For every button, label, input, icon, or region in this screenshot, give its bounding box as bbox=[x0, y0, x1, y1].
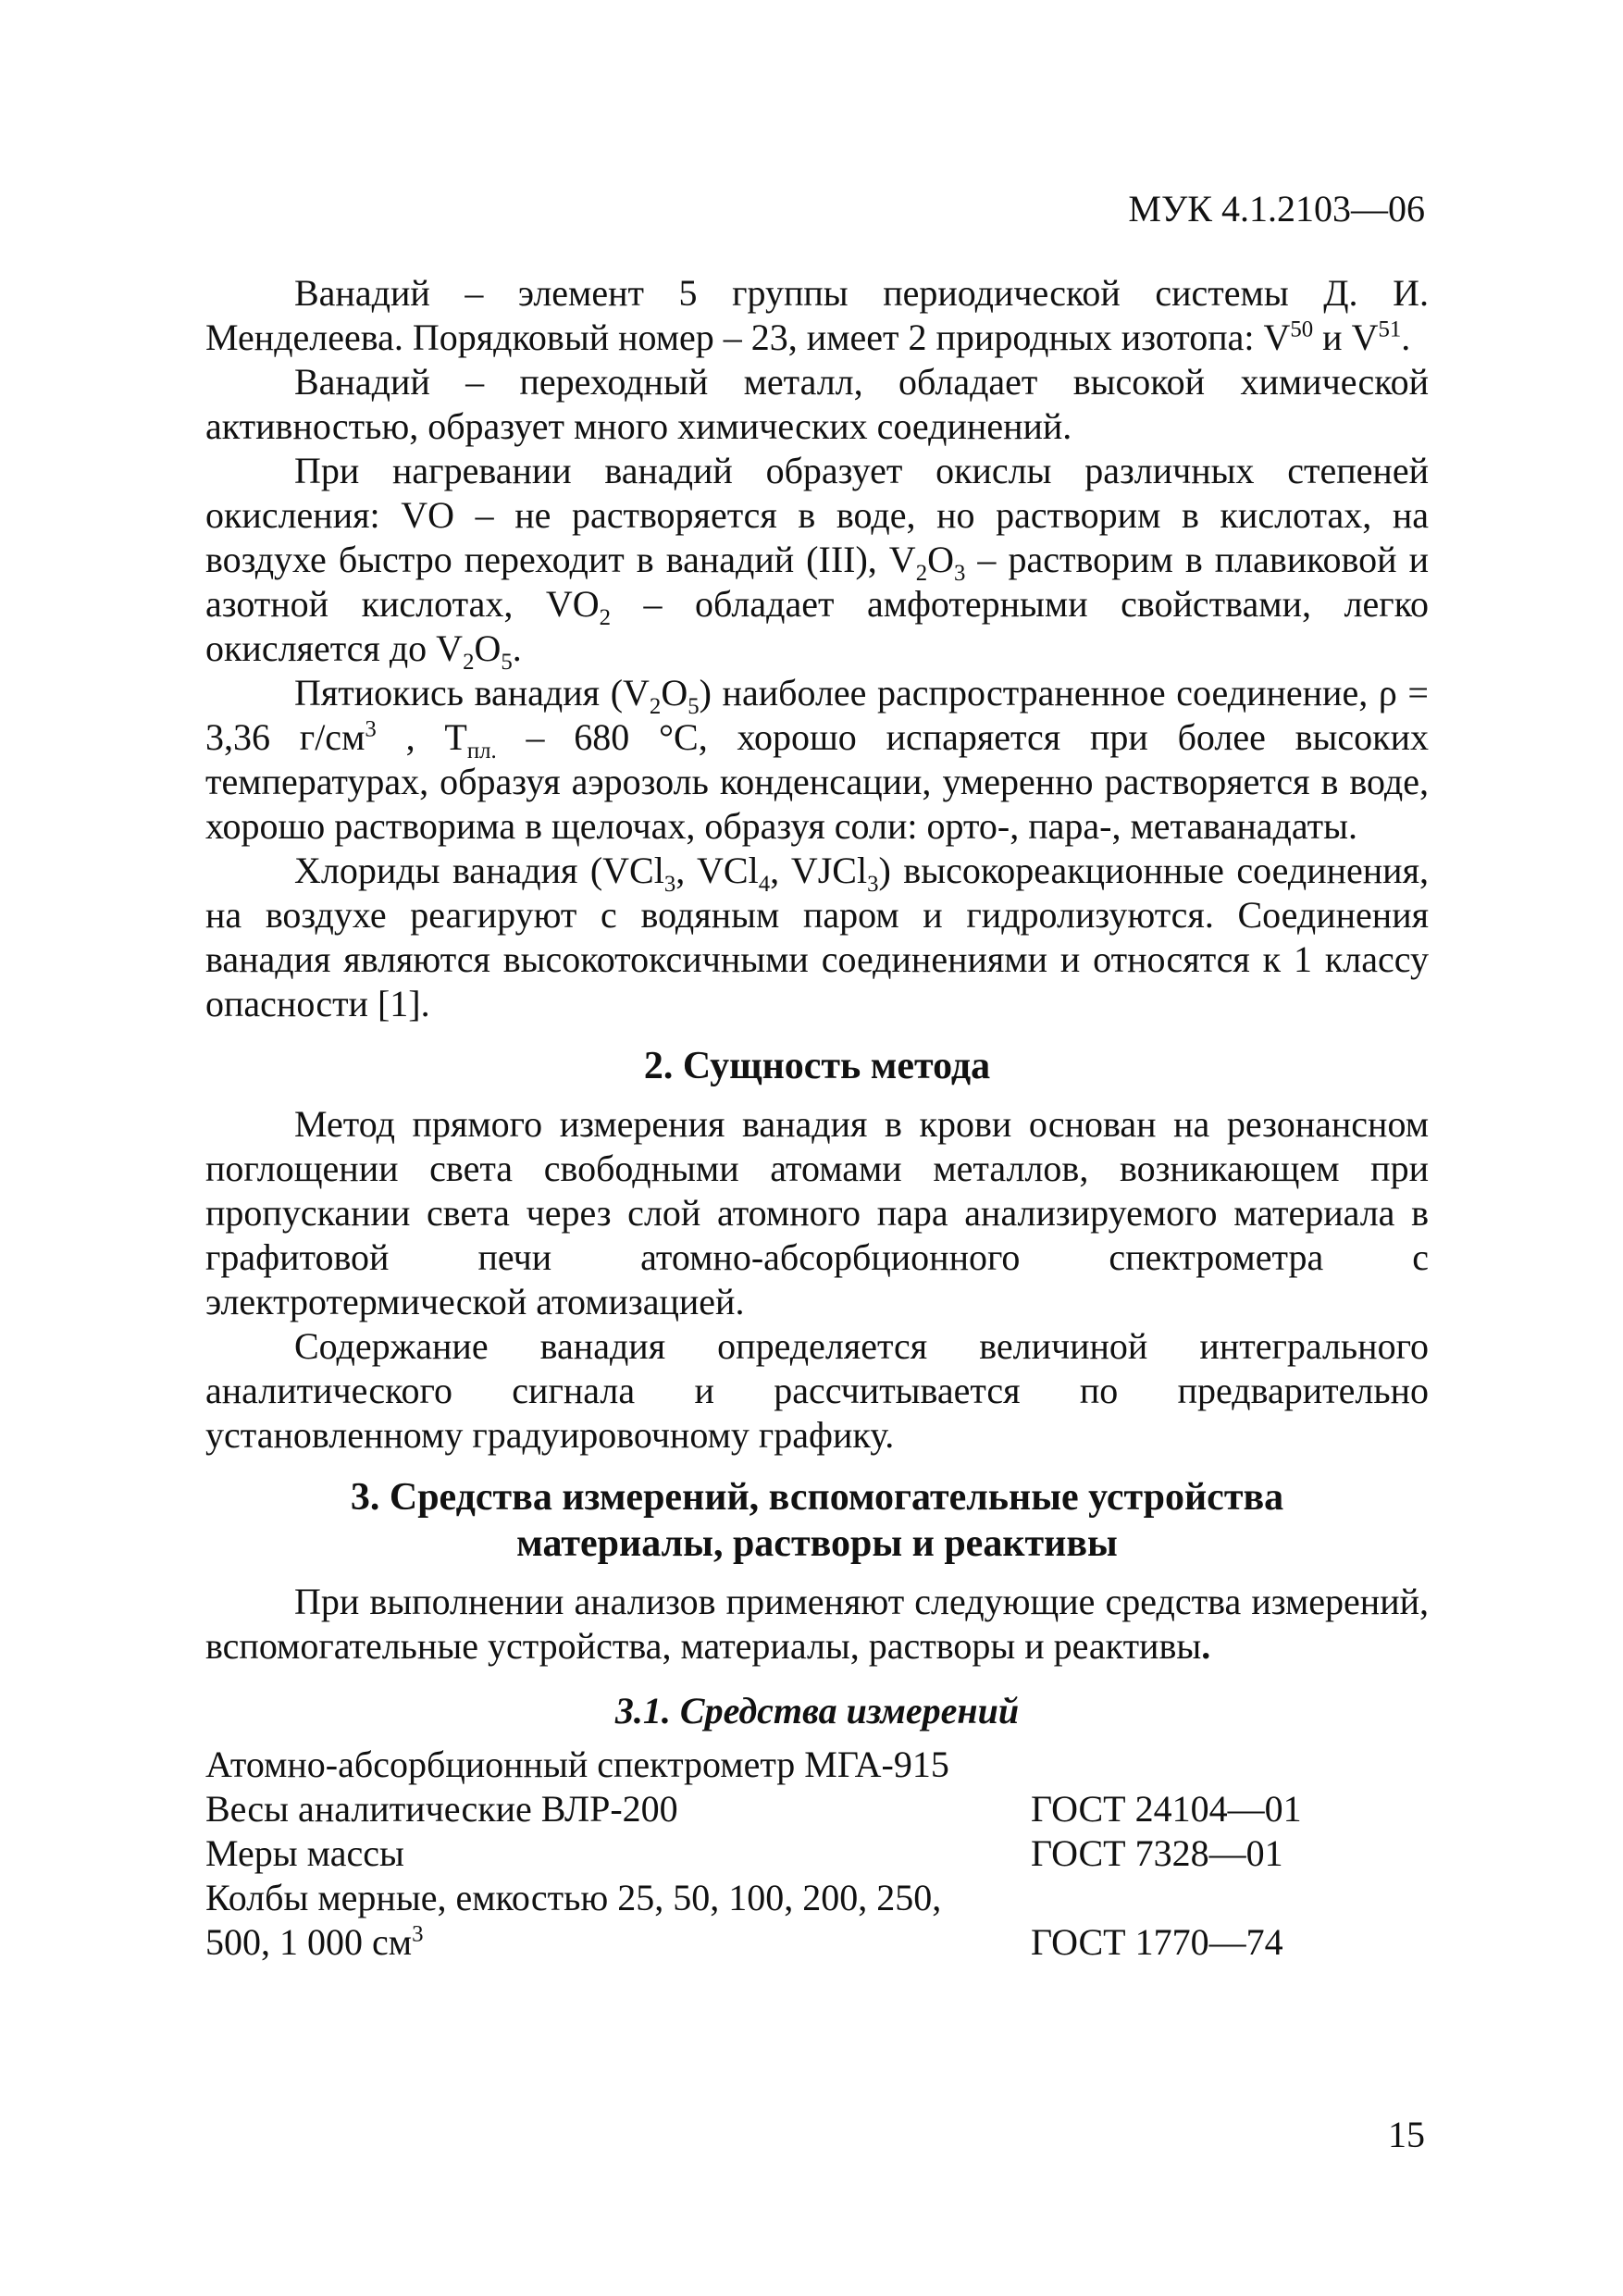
section-3-paragraph-1 bbox=[205, 1580, 1429, 1669]
equipment-row bbox=[205, 1831, 1429, 1876]
intro-paragraph-3 bbox=[205, 449, 1430, 675]
equipment-name: Атомно-абсорбционный спектрометр МГА-915 bbox=[205, 1744, 949, 1785]
intro-paragraph-1 bbox=[205, 271, 1429, 360]
subscript: 5 bbox=[688, 694, 700, 719]
text-run: Пятиокись ванадия (V bbox=[294, 672, 650, 714]
subscript: 5 bbox=[501, 650, 513, 675]
section-3-title bbox=[205, 1474, 1429, 1567]
document-number: МУК 4.1.2103—06 bbox=[1128, 188, 1425, 230]
section-2-paragraph-2: Содержание ванадия определяется величиной интегрального аналитического сигнала и рассчитывается по предварительно установленному градуировочному графику. bbox=[205, 1325, 1429, 1456]
text-run: . bbox=[1201, 1625, 1211, 1667]
subscript: 4 bbox=[758, 872, 771, 897]
text-run: , Т bbox=[376, 716, 467, 758]
subscript: пл. bbox=[466, 738, 497, 763]
text-run: . bbox=[1401, 316, 1411, 358]
equipment-standard: ГОСТ 24104—01 bbox=[1031, 1788, 1302, 1830]
superscript: 3 bbox=[365, 716, 377, 742]
text-run: ) высокореакционные соединения, на воздухе реагируют с водяным паром и гидролизуются. Соединения ванадия являются высокотоксичными соединениями и относятся к 1 классу опасности [1]. bbox=[205, 850, 1429, 1024]
text-run: Хлориды ванадия (VCl bbox=[294, 850, 664, 891]
equipment-standard: ГОСТ 7328—01 bbox=[1031, 1832, 1283, 1874]
text-run: Ванадий – элемент 5 группы периодической системы Д. И. Менделеева. Порядковый номер – 23, имеет 2 природных изотопа: V bbox=[205, 272, 1429, 358]
subscript: 2 bbox=[463, 650, 475, 675]
subsection-3-1-title: 3.1. Средства измерений bbox=[614, 1690, 1020, 1731]
text-run: – обладает амфотерными свойствами, легко окисляется до V bbox=[205, 583, 1430, 669]
section-2-title: 2. Сущность метода bbox=[643, 1045, 991, 1087]
subscript: 2 bbox=[915, 561, 928, 586]
text-run: O bbox=[474, 627, 502, 669]
text-run: . bbox=[512, 627, 522, 669]
equipment-standard: ГОСТ 1770—74 bbox=[1031, 1921, 1283, 1963]
text-run: и V bbox=[1313, 316, 1379, 358]
text-run: – растворим в плавиковой и азотной кислотах, VO bbox=[205, 539, 1430, 625]
text-run: O bbox=[661, 672, 688, 714]
equipment-name bbox=[205, 1876, 1020, 1965]
text-run: Колбы мерные, емкостью 25, 50, 100, 200, 250, bbox=[205, 1877, 942, 1918]
text-run: 500, 1 000 см bbox=[205, 1921, 413, 1963]
subscript: 3 bbox=[954, 561, 966, 586]
section-3-title-line-1: 3. Средства измерений, вспомогательные устройства bbox=[350, 1476, 1284, 1519]
text-run: ) наиболее распространенное соединение, ρ = 3,36 г/см bbox=[205, 672, 1429, 758]
section-3-title-line-2: материалы, растворы и реактивы bbox=[516, 1522, 1118, 1565]
equipment-name: Весы аналитические ВЛР-200 bbox=[205, 1788, 678, 1830]
page-number: 15 bbox=[1388, 2114, 1425, 2155]
text-run: При выполнении анализов применяют следующие средства измерений, вспомогательные устройства, материалы, растворы и реактивы bbox=[205, 1581, 1429, 1667]
superscript: 51 bbox=[1378, 316, 1402, 342]
subscript: 3 bbox=[663, 872, 676, 897]
text-run: При нагревании ванадий образует окислы различных степеней окисления: VO – не растворяется в воде, но растворим в кислотах, на воздухе быстро переходит в ванадий (III), V bbox=[205, 450, 1429, 580]
subscript: 2 bbox=[599, 605, 612, 630]
equipment-row bbox=[205, 1876, 1429, 1965]
intro-paragraph-4 bbox=[205, 671, 1429, 849]
subscript: 3 bbox=[867, 872, 879, 897]
text-run: O bbox=[927, 539, 954, 580]
document-body bbox=[205, 271, 1429, 1965]
equipment-name: Меры массы bbox=[205, 1832, 404, 1874]
superscript: 50 bbox=[1290, 316, 1314, 342]
text-run: , VCl bbox=[675, 850, 759, 891]
text-run: – 680 °С, хорошо испаряется при более высоких температурах, образуя аэрозоль конденсации, умеренно растворяется в воде, хорошо растворима в щелочах, образуя соли: орто-, пара-, метаванадаты. bbox=[205, 716, 1430, 847]
text-run: , VJCl bbox=[770, 850, 868, 891]
equipment-row bbox=[205, 1743, 1429, 1787]
equipment-list bbox=[205, 1743, 1429, 1965]
superscript: 3 bbox=[412, 1921, 424, 1947]
section-2-paragraph-1: Метод прямого измерения ванадия в крови основан на резонансном поглощении света свободными атомами металлов, возникающем при пропускании света через слой атомного пара анализируемого материала в графитовой печи атомно-абсорбционного спектрометра с электротермической атомизацией. bbox=[205, 1103, 1429, 1322]
equipment-row bbox=[205, 1787, 1429, 1831]
intro-paragraph-5 bbox=[205, 849, 1429, 1026]
intro-paragraph-2: Ванадий – переходный металл, обладает высокой химической активностью, образует много химических соединений. bbox=[205, 361, 1429, 447]
subscript: 2 bbox=[649, 694, 662, 719]
